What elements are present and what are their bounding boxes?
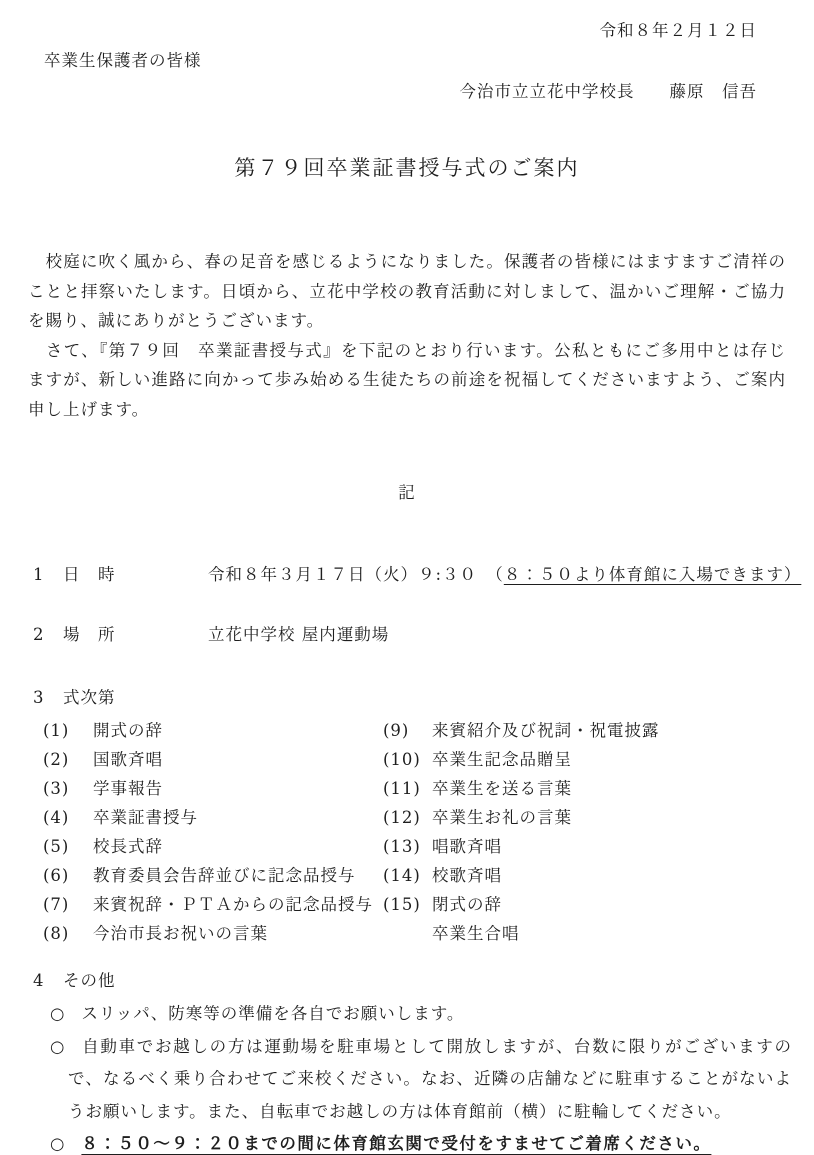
addressee: 卒業生保護者の皆様 xyxy=(44,51,202,70)
program-item-label: 卒業生を送る言葉 xyxy=(432,779,572,798)
document-title: 第７９回卒業証書授与式のご案内 xyxy=(234,156,580,180)
program-item-label: 校長式辞 xyxy=(93,837,163,856)
program-item-label: 来賓紹介及び祝詞・祝電披露 xyxy=(432,721,660,740)
program-item-number: (15) xyxy=(383,895,421,914)
datetime-value xyxy=(208,565,801,584)
section-other-heading xyxy=(0,969,814,993)
program-item-number: (8) xyxy=(43,924,70,943)
program-item-number: (7) xyxy=(43,895,70,914)
place-value: 立花中学校 屋内運動場 xyxy=(208,625,390,644)
section-number: 3 xyxy=(33,688,45,707)
program-item-number: (1) xyxy=(43,721,70,740)
program-item-label: 卒業証書授与 xyxy=(93,808,198,827)
record-marker: 記 xyxy=(398,483,416,502)
program-item-label: 卒業生合唱 xyxy=(432,924,520,943)
item-place xyxy=(0,623,814,647)
datetime-value-prefix: 令和８年３月１７日（火）９:３０ （ xyxy=(208,565,504,584)
notes-list xyxy=(0,998,814,1155)
program-item-number: (4) xyxy=(43,808,70,827)
program-item-label: 唱歌斉唱 xyxy=(432,837,502,856)
note-text: スリッパ、防寒等の準備を各自でお願いします。 xyxy=(81,1004,465,1023)
program-item-number: (10) xyxy=(383,750,421,769)
circle-marker-icon: ○ xyxy=(50,1004,66,1023)
item-number: 1 xyxy=(33,565,45,584)
section-number: 4 xyxy=(33,971,45,990)
note-slippers xyxy=(0,998,792,1031)
item-datetime xyxy=(0,563,814,587)
section-label: 式次第 xyxy=(63,688,116,707)
program-row xyxy=(43,745,814,774)
program-item-number: (9) xyxy=(383,721,410,740)
program-item-label: 今治市長お祝いの言葉 xyxy=(93,924,268,943)
program-item-number: (13) xyxy=(383,837,421,856)
program-item-number xyxy=(383,919,432,948)
note-parking xyxy=(0,1031,792,1129)
issue-date: 令和８年２月１２日 xyxy=(599,21,757,40)
note-text: 自動車でお越しの方は運動場を駐車場として開放しますが、台数に限りがございますので、なるべく乗り合わせてご来校ください。なお、近隣の店舗などに駐車することがないようお願いします。また、自転車でお越しの方は体育館前（横）に駐輪してください。 xyxy=(68,1036,792,1121)
ceremony-program xyxy=(0,716,814,948)
item-number: 2 xyxy=(33,625,45,644)
program-item-label: 教育委員会告辞並びに記念品授与 xyxy=(93,866,356,885)
program-row xyxy=(43,832,814,861)
sender: 今治市立立花中学校長 藤原 信吾 xyxy=(459,82,757,101)
program-item-number: (2) xyxy=(43,750,70,769)
invitation-paragraph: さて、『第７９回 卒業証書授与式』を下記のとおり行います。公私ともにご多用中とは存じますが、新しい進路に向かって歩み始める生徒たちの前途を祝福してくださいますよう、ご案内申し上げます。 xyxy=(28,340,786,419)
program-item-number: (3) xyxy=(43,779,70,798)
circle-marker-icon: ○ xyxy=(50,1134,66,1153)
item-label: 日 時 xyxy=(63,565,116,584)
note-text: ８：５０～９：２０までの間に体育館玄関で受付をすませてご着席ください。 xyxy=(81,1134,712,1153)
program-row xyxy=(43,919,814,948)
program-item-label: 校歌斉唱 xyxy=(432,866,502,885)
program-item-label: 閉式の辞 xyxy=(432,895,502,914)
program-row xyxy=(43,861,814,890)
program-item-label: 来賓祝辞・ＰＴＡからの記念品授与 xyxy=(93,895,373,914)
program-item-label: 卒業生記念品贈呈 xyxy=(432,750,572,769)
program-item-label: 卒業生お礼の言葉 xyxy=(432,808,572,827)
program-item-number: (5) xyxy=(43,837,70,856)
program-row xyxy=(43,803,814,832)
section-program-heading xyxy=(0,686,814,710)
program-item-number: (6) xyxy=(43,866,70,885)
greeting-body xyxy=(28,247,786,424)
program-item-label: 国歌斉唱 xyxy=(93,750,163,769)
program-item-label: 学事報告 xyxy=(93,779,163,798)
entry-time-underlined: ８：５０より体育館に入場できます） xyxy=(503,565,802,584)
item-label: 場 所 xyxy=(63,625,116,644)
section-label: その他 xyxy=(63,971,116,990)
circle-marker-icon: ○ xyxy=(50,1036,66,1056)
program-item-number: (12) xyxy=(383,808,421,827)
program-row xyxy=(43,774,814,803)
program-item-number: (11) xyxy=(383,779,421,798)
program-item-label: 開式の辞 xyxy=(93,721,163,740)
program-row xyxy=(43,716,814,745)
note-reception xyxy=(0,1128,792,1155)
greeting-paragraph: 校庭に吹く風から、春の足音を感じるようになりました。保護者の皆様にはますますご清祥のことと拝察いたします。日頃から、立花中学校の教育活動に対しまして、温かいご理解・ご協力を賜り、誠にありがとうございます。 xyxy=(28,252,786,330)
program-row xyxy=(43,890,814,919)
program-item-number: (14) xyxy=(383,866,421,885)
